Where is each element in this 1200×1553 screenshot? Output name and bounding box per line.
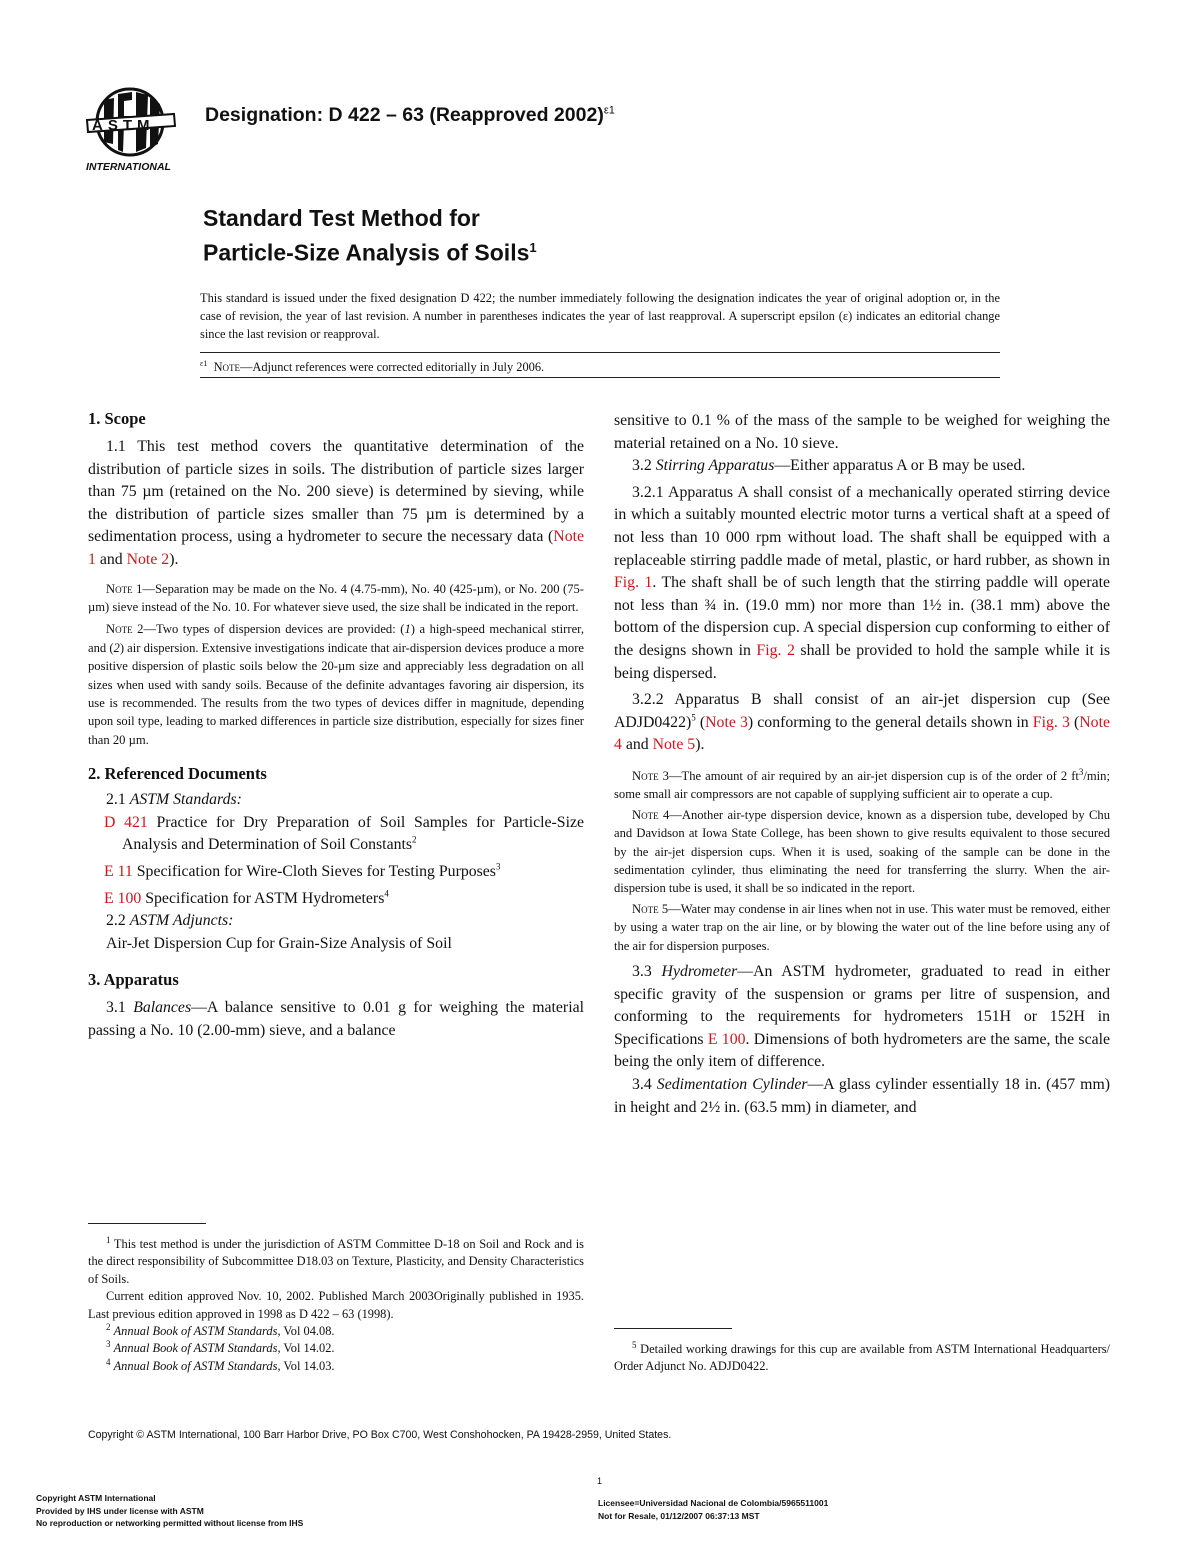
paragraph-3-2: 3.2 Stirring Apparatus—Either apparatus A or B may be used.	[632, 457, 1026, 475]
link-fig-2[interactable]: Fig. 2	[756, 641, 795, 659]
link-note-3[interactable]: Note 3	[705, 713, 748, 731]
link-note-5[interactable]: Note 5	[652, 736, 696, 754]
section-1-heading: 1. Scope	[88, 409, 146, 428]
paragraph-3-1: 3.1 Balances—A balance sensitive to 0.01 g for weighing the material passing a No. 10 (2.00-mm) sieve, and a balance	[88, 999, 584, 1039]
reference-e100: E 100 Specification for ASTM Hydrometers$^4$	[104, 888, 389, 907]
link-e11[interactable]: E 11	[104, 863, 133, 880]
note-3: Note 3—The amount of air required by an air-jet dispersion cup is of the order of 2 $ft^3/\min$; some small air compressors are not capable of supplying sufficient air to operate a cup.	[614, 766, 1110, 802]
link-e100-2[interactable]: E 100	[707, 1030, 746, 1048]
paragraph-3-2-2: 3.2.2 Apparatus B shall consist of an air-jet dispersion cup (See ADJD0422)$^5$ (Note 3) conforming to the general details shown in Fig. 3 (Note 4 and Note 5).	[614, 691, 1110, 754]
left-footnotes	[88, 1223, 584, 1375]
reference-e11: E 11 Specification for Wire-Cloth Sieves for Testing Purposes$^3$	[104, 861, 501, 880]
footnote-1-cont: Current edition approved Nov. 10, 2002. Published March 2003Originally published in 1935. Last previous edition approved in 1998 as D 422 – 63 (1998).	[88, 1289, 584, 1321]
header-rule-bottom	[200, 377, 1000, 378]
link-note-2[interactable]: Note 2	[126, 550, 170, 568]
note-1: Note 1—Separation may be made on the No. 4 (4.75-mm), No. 40 (425-µm), or No. 200 (75-µm) sieve instead of the No. 10. For whatever sieve used, the size shall be indicated in the report.	[88, 581, 584, 614]
section-2-heading: 2. Referenced Documents	[88, 764, 267, 784]
link-note-1[interactable]: Note 1	[88, 528, 584, 568]
footnote-3: $^3$ Annual Book of ASTM Standards, Vol 14.02.	[106, 1339, 335, 1356]
footnote-rule-right	[614, 1328, 732, 1329]
paragraph-1-1: 1.1 This test method covers the quantitative determination of the distribution of particle sizes in soils. The distribution of particle sizes larger than 75 µm (retained on the No. 200 sieve) is determined by sieving, while the distribution of particle sizes smaller than 75 µm is determined by a sedimentation process, using a hydrometer to secure the necessary data (Note 1 and Note 2).	[88, 438, 584, 568]
paragraph-3-1-cont: sensitive to 0.1 % of the mass of the sample to be weighed for weighing the material retained on a No. 10 sieve.	[614, 412, 1110, 452]
copyright-line: Copyright © ASTM International, 100 Barr Harbor Drive, PO Box C700, West Conshohocken, PA 19428-2959, United States.	[88, 1429, 672, 1441]
footnote-rule	[88, 1223, 206, 1224]
license-footer-left: Copyright ASTM International Provided by IHS under license with ASTM No reproduction or networking permitted without license from IHS	[36, 1493, 304, 1528]
svg-text:ASTM: ASTM	[92, 117, 155, 134]
epsilon-note: $^{\varepsilon 1}$ Note—Adjunct references were corrected editorially in July 2006.	[200, 359, 545, 375]
designation: Designation: D 422 – 63 (Reapproved 2002)$^{\varepsilon 1}$	[205, 104, 615, 126]
footnote-1: $^1$ This test method is under the jurisdiction of ASTM Committee D-18 on Soil and Rock and is the direct responsibility of Subcommittee D18.03 on Texture, Plasticity, and Density Characteristics of Soils.	[88, 1234, 584, 1286]
link-d421[interactable]: D 421	[104, 813, 148, 831]
reference-d421: D 421 Practice for Dry Preparation of Soil Samples for Particle-Size Analysis and Determination of Soil Constants$^2$	[104, 813, 584, 854]
note-4: Note 4—Another air-type dispersion device, known as a dispersion tube, developed by Chu and Davidson at Iowa State College, has been shown to give results equivalent to those secured by the air-jet dispersion cups. When it is used, soaking of the sample can be done in the sedimentation cylinder, thus eliminating the need for transferring the slurry. When the air-dispersion tube is used, it shall be so indicated in the report.	[614, 807, 1110, 896]
link-note-4[interactable]: Note 4	[614, 713, 1110, 754]
footnote-4: $^4$ Annual Book of ASTM Standards, Vol 14.03.	[106, 1356, 335, 1373]
link-fig-3[interactable]: Fig. 3	[1032, 713, 1070, 731]
title-line-2: Particle-Size Analysis of Soils$^1$	[203, 239, 537, 266]
paragraph-3-2-1: 3.2.1 Apparatus A shall consist of a mechanically operated stirring device in which a suitably mounted electric motor turns a vertical shaft at a speed of not less than 10 000 rpm without load. The shaft shall be equipped with a replaceable stirring paddle made of metal, plastic, or hard rubber, as shown in Fig. 1. The shaft shall be of such length that the stirring paddle will operate not less than ¾ in. (19.0 mm) nor more than 1½ in. (38.1 mm) above the bottom of the dispersion cup. A special dispersion cup conforming to either of the designs shown in Fig. 2 shall be provided to hold the sample while it is being dispersed.	[614, 483, 1111, 682]
paragraph-3-3: 3.3 Hydrometer—An ASTM hydrometer, graduated to read in either specific gravity of the suspension or grams per litre of suspension, and conforming to the requirements for hydrometers 151H or 152H in Specifications E 100. Dimensions of both hydrometers are the same, the scale being the only item of difference.	[614, 962, 1110, 1071]
note-2: Note 2—Two types of dispersion devices are provided: (1) a high-speed mechanical stirrer, and (2) air dispersion. Extensive investigations indicate that air-dispersion devices produce a more positive dispersion of plastic soils below the 20-µm size and appreciably less degradation on all sizes when used with sandy soils. Because of the definite advantages favoring air dispersion, its use is recommended. The results from the two types of devices differ in magnitude, depending upon soil type, leading to marked differences in particle size distribution, especially for sizes finer than 20 µm.	[88, 622, 585, 747]
note-5: Note 5—Water may condense in air lines when not in use. This water must be removed, either by using a water trap on the air line, or by blowing the water out of the line before using any of the air for dispersion purposes.	[614, 901, 1110, 953]
left-column	[88, 408, 584, 1043]
paragraph-3-4: 3.4 Sedimentation Cylinder—A glass cylinder essentially 18 in. (457 mm) in height and 2½ in. (63.5 mm) in diameter, and	[614, 1075, 1110, 1116]
right-footnotes	[614, 1328, 1110, 1376]
svg-text:INTERNATIONAL: INTERNATIONAL	[86, 161, 171, 173]
link-fig-1[interactable]: Fig. 1	[614, 574, 653, 592]
document-title	[203, 203, 537, 268]
astm-logo	[84, 86, 188, 178]
paragraph-2-1: 2.1 ASTM Standards:	[106, 791, 242, 809]
title-line-1: Standard Test Method for	[203, 205, 480, 231]
page-number: 1	[597, 1476, 603, 1486]
footnote-5: $^5$ Detailed working drawings for this cup are available from ASTM International Headquarters/ Order Adjunct No. ADJD0422.	[614, 1339, 1110, 1374]
header-rule-top	[200, 352, 1000, 353]
paragraph-2-2: 2.2 ASTM Adjuncts:	[106, 912, 234, 930]
adjunct-title: Air-Jet Dispersion Cup for Grain-Size Analysis of Soil	[106, 934, 452, 952]
link-e100[interactable]: E 100	[104, 889, 142, 907]
footnote-2: $^2$ Annual Book of ASTM Standards, Vol 04.08.	[106, 1321, 335, 1339]
section-3-heading: 3. Apparatus	[88, 970, 179, 990]
license-footer-right: Licensee=Universidad Nacional de Colombia/5965511001 Not for Resale, 01/12/2007 06:37:13 MST	[598, 1498, 829, 1521]
issuance-note: This standard is issued under the fixed designation D 422; the number immediately following the designation indicates the year of original adoption or, in the case of revision, the year of last revision. A number in parentheses indicates the year of last reapproval. A superscript epsilon (ε) indicates an editorial change since the last revision or reapproval.	[200, 291, 1000, 341]
right-column	[614, 410, 1110, 1119]
